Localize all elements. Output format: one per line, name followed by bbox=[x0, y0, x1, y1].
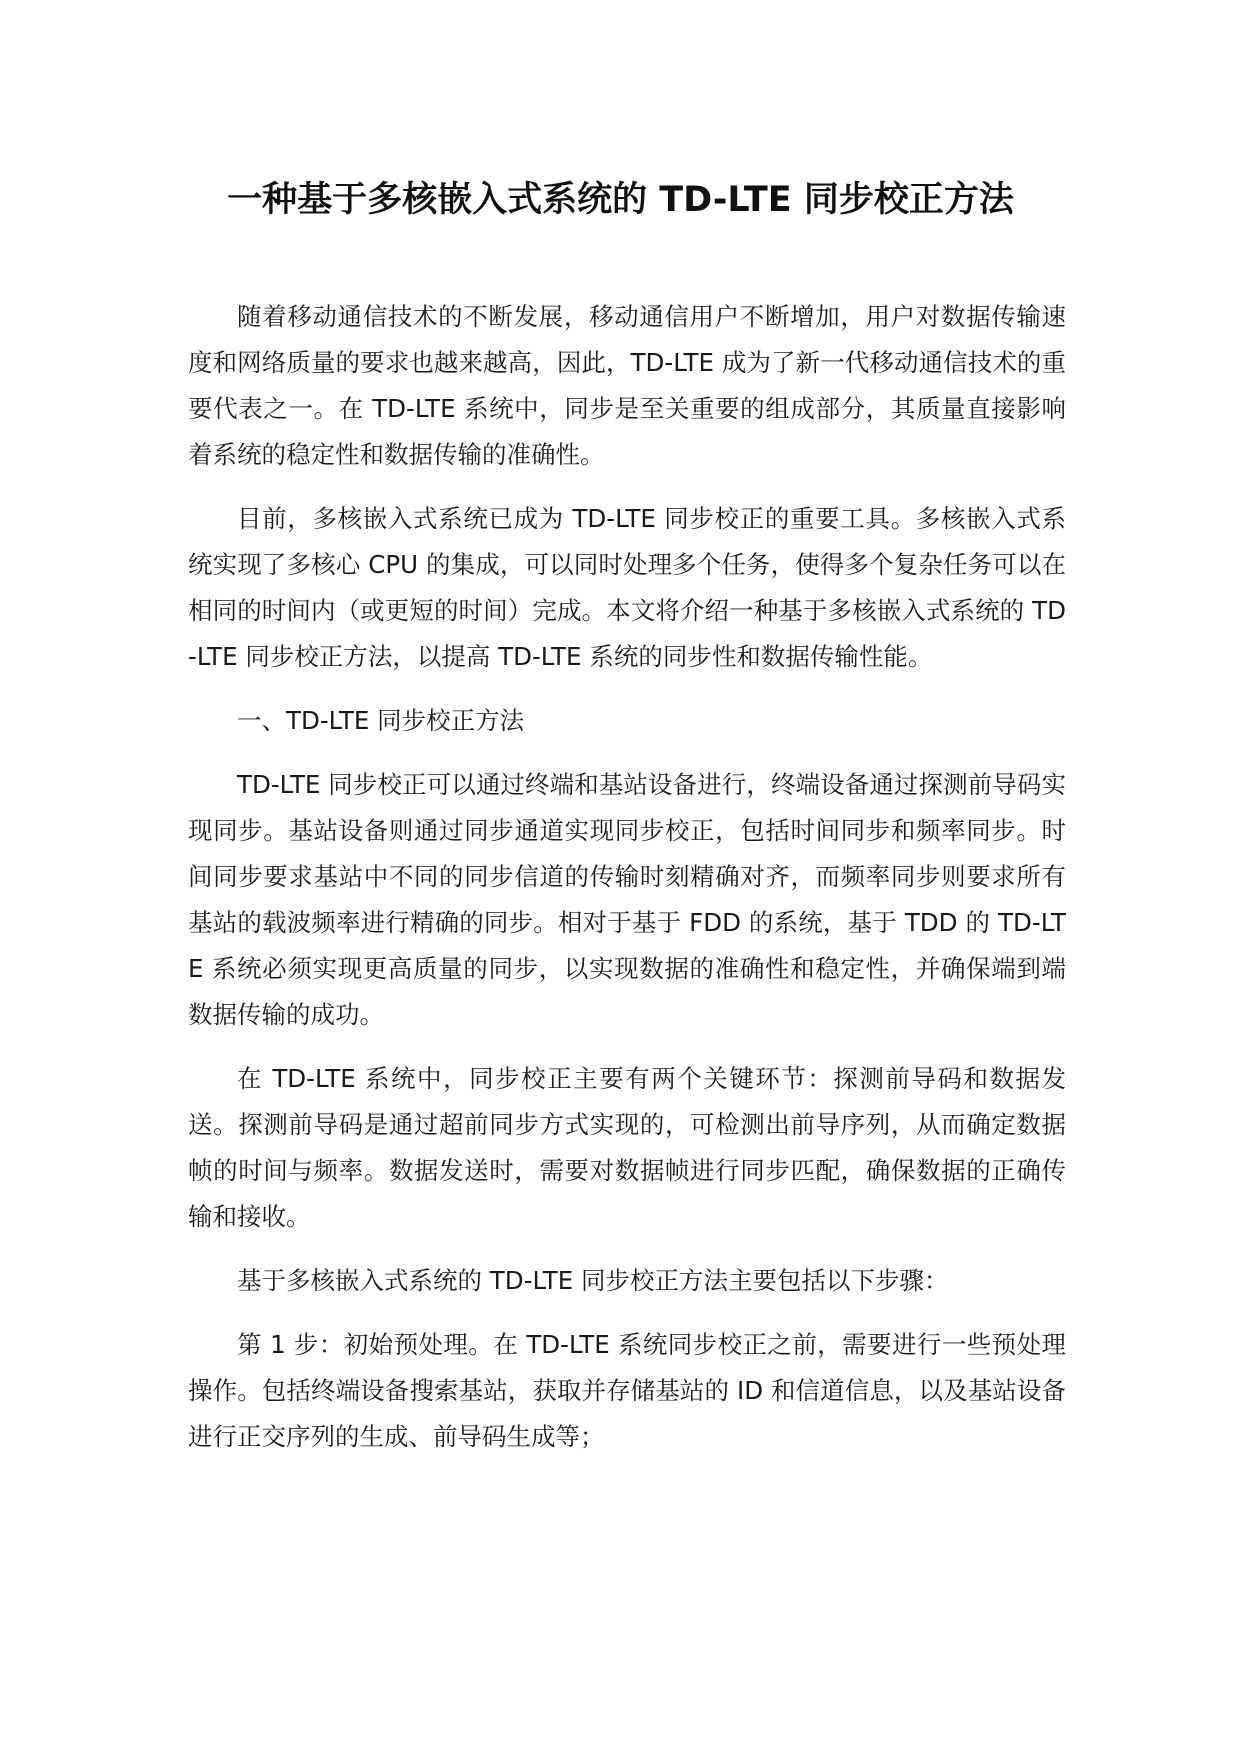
document-body bbox=[188, 294, 1066, 1478]
paragraph-intro: 随着移动通信技术的不断发展，移动通信用户不断增加，用户对数据传输速度和网络质量的要求也越来越高，因此，TD-LTE 成为了新一代移动通信技术的重要代表之一。在 TD-LTE 系统中，同步是至关重要的组成部分，其质量直接影响着系统的稳定性和数据传输的准确性。 bbox=[188, 302, 1066, 469]
paragraph-step-1: 第 1 步：初始预处理。在 TD-LTE 系统同步校正之前，需要进行一些预处理操作。包括终端设备搜索基站，获取并存储基站的 ID 和信道信息，以及基站设备进行正交序列的生成、前导码生成等； bbox=[188, 1330, 1066, 1451]
document-title: 一种基于多核嵌入式系统的 TD-LTE 同步校正方法 bbox=[227, 180, 1014, 220]
paragraph-key-steps: 在 TD-LTE 系统中，同步校正主要有两个关键环节：探测前导码和数据发送。探测前导码是通过超前同步方式实现的，可检测出前导序列，从而确定数据帧的时间与频率。数据发送时，需要对数据帧进行同步匹配，确保数据的正确传输和接收。 bbox=[188, 1064, 1066, 1231]
section-heading-1: 一、TD-LTE 同步校正方法 bbox=[237, 706, 525, 735]
paragraph-multicore: 目前，多核嵌入式系统已成为 TD-LTE 同步校正的重要工具。多核嵌入式系统实现了多核心 CPU 的集成，可以同时处理多个任务，使得多个复杂任务可以在相同的时间内（或更短的时间）完成。本文将介绍一种基于多核嵌入式系统的 TD-LTE 同步校正方法，以提高 TD-LTE 系统的同步性和数据传输性能。 bbox=[188, 504, 1066, 671]
paragraph-steps-intro: 基于多核嵌入式系统的 TD-LTE 同步校正方法主要包括以下步骤： bbox=[237, 1266, 949, 1295]
paragraph-sync-method: TD-LTE 同步校正可以通过终端和基站设备进行，终端设备通过探测前导码实现同步。基站设备则通过同步通道实现同步校正，包括时间同步和频率同步。时间同步要求基站中不同的同步信道的传输时刻精确对齐，而频率同步则要求所有基站的载波频率进行精确的同步。相对于基于 FDD 的系统，基于 TDD 的 TD-LTE 系统必须实现更高质量的同步，以实现数据的准确性和稳定性，并确保端到端数据传输的成功。 bbox=[188, 770, 1066, 1029]
